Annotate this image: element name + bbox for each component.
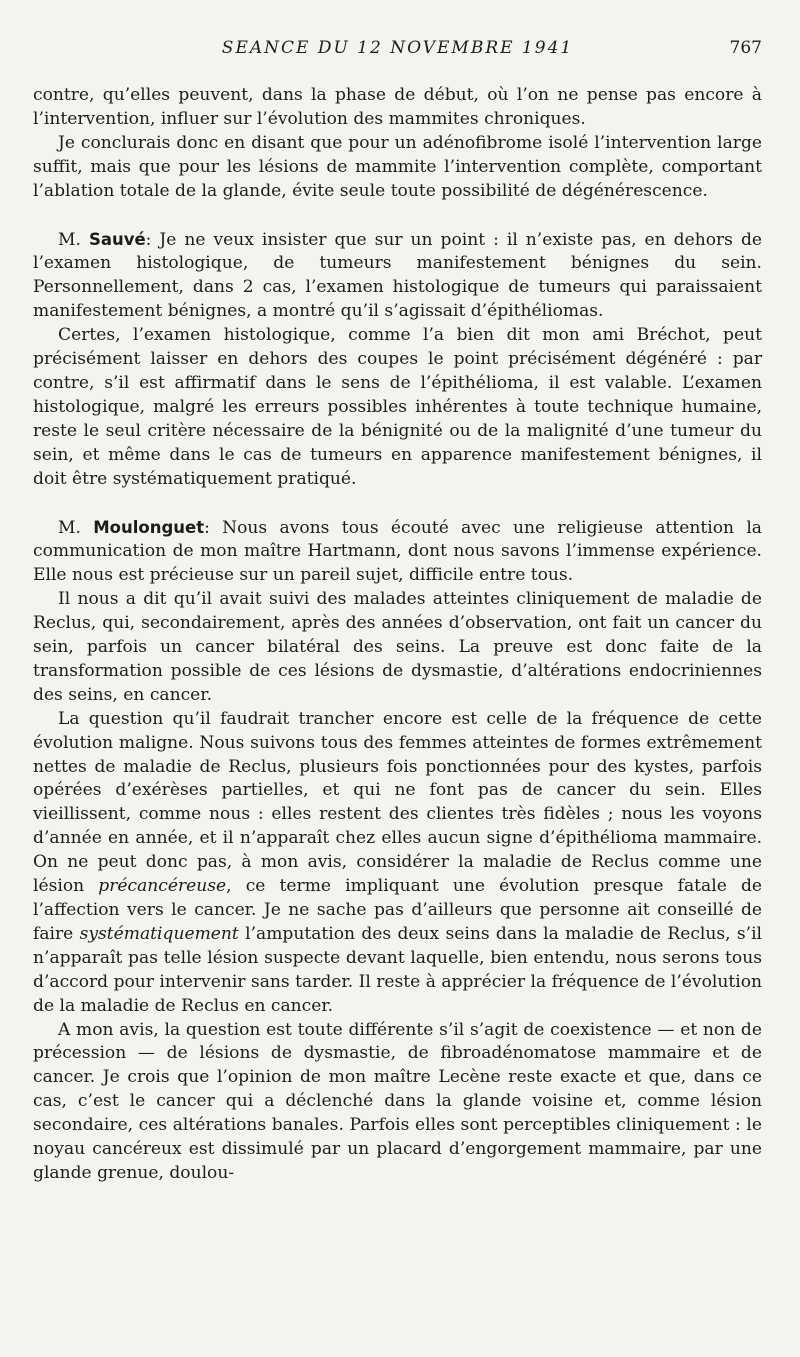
paragraph-moulonguet-text: : Nous avons tous écouté avec une religieuse attention la communication de mon maître Hartmann, dont nous savons l’immense expérience. Elle nous est précieuse sur un pareil sujet, difficile entre tous.: [33, 517, 762, 586]
paragraph-moulonguet: [33, 516, 762, 589]
speaker-name-sauve: Sauvé: [88, 229, 146, 249]
paragraph-8: A mon avis, la question est toute différente s’il s’agit de coexistence — et non de précession — de lésions de dysmastie, de fibroadénomatose mammaire et de cancer. Je crois que l’opinion de mon maître Lecène reste exacte et que, dans ce cas, c’est le cancer qui a déclenché dans la glande voisine et, comme lésion secondaire, ces altérations banales. Parfois elles sont perceptibles cliniquement : le noyau cancéreux est dissimulé par un placard d’engorgement mammaire, par une glande grenue, doulou-: [33, 1019, 762, 1183]
page-header: [33, 38, 762, 84]
paragraph-7-part1: La question qu’il faudrait trancher encore est celle de la fréquence de cette évolution maligne. Nous suivons tous des femmes atteintes de formes extrêmement nettes de maladie de Reclus, plusieurs fois ponctionnées pour des kystes, parfois opérées d’exérèses partielles, et qui ne font pas de cancer du sein. Elles vieillissent, comme nous : elles restent des clientes très fidèles ; nous les voyons d’année en année, et il n’apparaît chez elles aucun signe d’épithélioma mammaire. On ne peut donc pas, à mon avis, considérer la maladie de Reclus comme une lésion: [33, 708, 762, 897]
body-text: [33, 84, 762, 1186]
speaker-prefix: M.: [58, 517, 81, 538]
page-number: 767: [729, 38, 762, 58]
speaker-prefix: M.: [58, 229, 81, 250]
paragraph-sauve-text: : Je ne veux insister que sur un point : il n’existe pas, en dehors de l’examen histologique, de tumeurs manifestement bénignes du sein. Personnellement, dans 2 cas, l’examen histologique de tumeurs qui paraissaient manifestement bénignes, a montré qu’il s’agissait d’épithéliomas.: [33, 229, 763, 322]
paragraph-1: contre, qu’elles peuvent, dans la phase de début, où l’on ne pense pas encore à l’intervention, influer sur l’évolution des mammites chroniques.: [33, 85, 762, 129]
paragraph-2: Je conclurais donc en disant que pour un adénofibrome isolé l’intervention large suffit, mais que pour les lésions de mammite l’intervention complète, comportant l’ablation totale de la glande, évite seule toute possibilité de dégénérescence.: [33, 132, 762, 201]
paragraph-7-part2: , ce terme impliquant une évolution presque fatale de l’affection vers le cancer. Je ne sache pas d’ailleurs que personne ait conseillé de faire: [33, 876, 763, 944]
paragraph-7: [33, 708, 762, 1019]
paragraph-6: Il nous a dit qu’il avait suivi des malades atteintes cliniquement de maladie de Reclus, qui, secondairement, après des années d’observation, ont fait un cancer du sein, parfois un cancer bilatéral des seins. La preuve est donc faite de la transformation possible de ces lésions de dysmastie, d’altérations endocriniennes des seins, en cancer.: [33, 589, 762, 705]
running-head: SEANCE DU 12 NOVEMBRE 1941: [221, 38, 574, 58]
speaker-name-moulonguet: Moulonguet: [93, 517, 205, 537]
paragraph-7-part3: l’amputation des deux seins dans la maladie de Reclus, s’il n’apparaît pas telle lésion suspecte devant laquelle, bien entendu, nous serons tous d’accord pour intervenir sans tarder. Il reste à apprécier la fréquence de l’évolution de la maladie de Reclus en cancer.: [33, 923, 763, 1016]
emphasis-systematiquement: systématiquement: [79, 923, 239, 944]
emphasis-precancereuse: précancéreuse: [98, 876, 227, 897]
paragraph-4: Certes, l’examen histologique, comme l’a bien dit mon ami Bréchot, peut précisément laisser en dehors des coupes le point précisément dégénéré : par contre, s’il est affirmatif dans le sens de l’épithélioma, il est valable. L’examen histologique, malgré les erreurs possibles inhérentes à toute technique humaine, reste le seul critère nécessaire de la bénignité ou de la malignité d’une tumeur du sein, et même dans le cas de tumeurs en apparence manifestement bénignes, il doit être systématiquement pratiqué.: [33, 325, 762, 489]
paragraph-sauve: [33, 228, 762, 325]
